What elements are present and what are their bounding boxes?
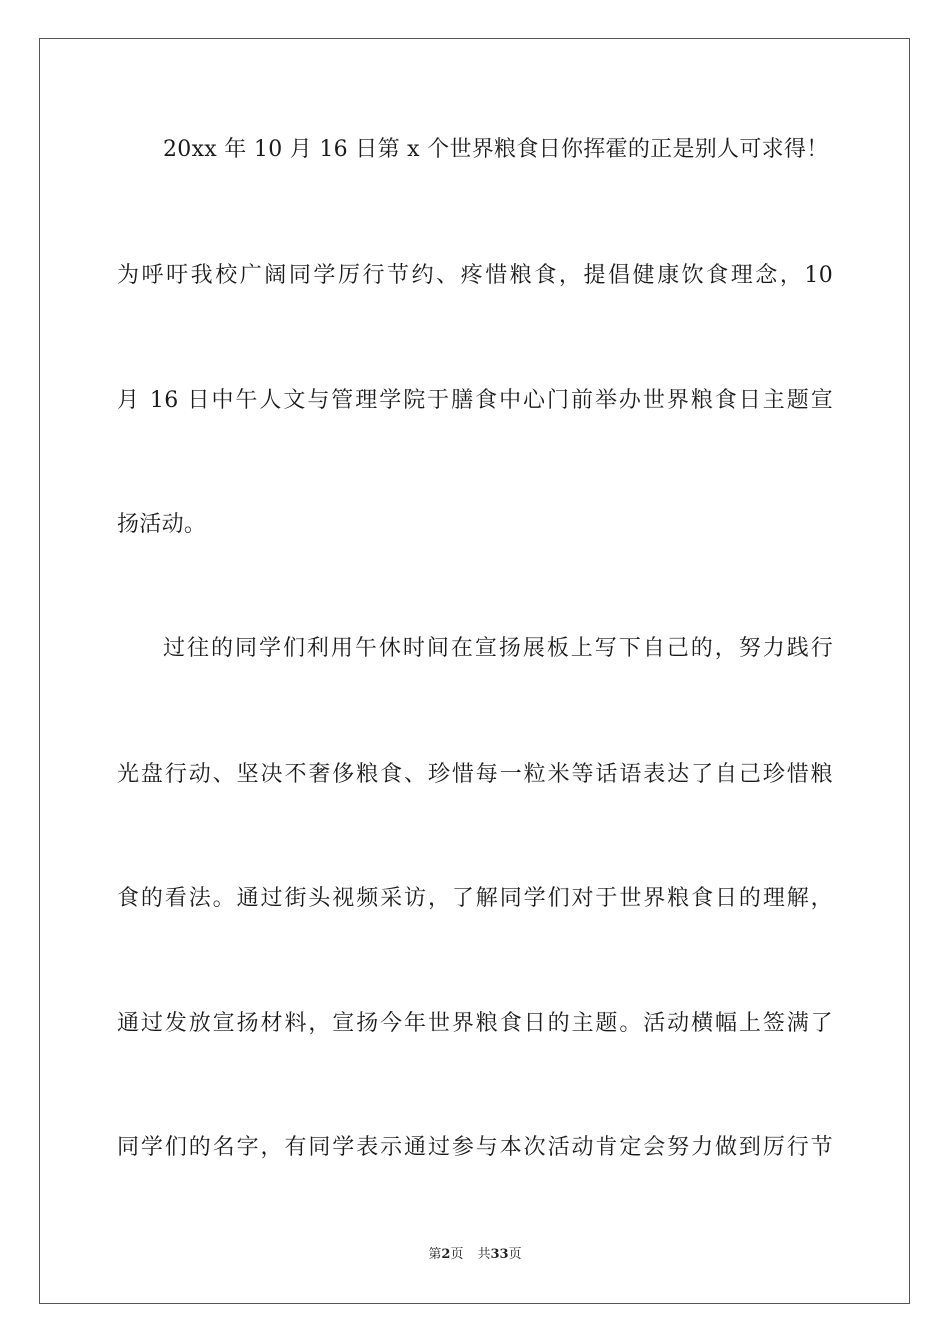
paragraph-line: 为呼吁我校广阔同学厉行节约、疼惜粮食，提倡健康饮食理念，10 <box>117 263 833 288</box>
total-prefix: 共 <box>477 1247 491 1262</box>
paragraph-line: 20xx 年 10 月 16 日第 x 个世界粮食日你挥霍的正是别人可求得！ <box>163 137 829 162</box>
total-suffix: 页 <box>508 1247 522 1262</box>
page-number: 2 <box>441 1247 451 1262</box>
page-footer <box>0 1246 950 1264</box>
page-border <box>39 38 910 1304</box>
paragraph-line: 过往的同学们利用午休时间在宣扬展板上写下自己的，努力践行 <box>163 636 833 661</box>
total-pages: 33 <box>490 1247 509 1262</box>
page-suffix: 页 <box>450 1247 464 1262</box>
paragraph-line: 光盘行动、坚决不奢侈粮食、珍惜每一粒米等话语表达了自己珍惜粮 <box>117 762 833 787</box>
paragraph-line: 同学们的名字，有同学表示通过参与本次活动肯定会努力做到厉行节 <box>117 1135 833 1160</box>
paragraph-line: 扬活动。 <box>117 512 207 537</box>
page-prefix: 第 <box>428 1247 442 1262</box>
paragraph-line: 通过发放宣扬材料，宣扬今年世界粮食日的主题。活动横幅上签满了 <box>117 1011 833 1036</box>
paragraph-line: 食的看法。通过街头视频采访，了解同学们对于世界粮食日的理解， <box>117 886 833 911</box>
paragraph-line: 月 16 日中午人文与管理学院于膳食中心门前举办世界粮食日主题宣 <box>117 388 833 413</box>
